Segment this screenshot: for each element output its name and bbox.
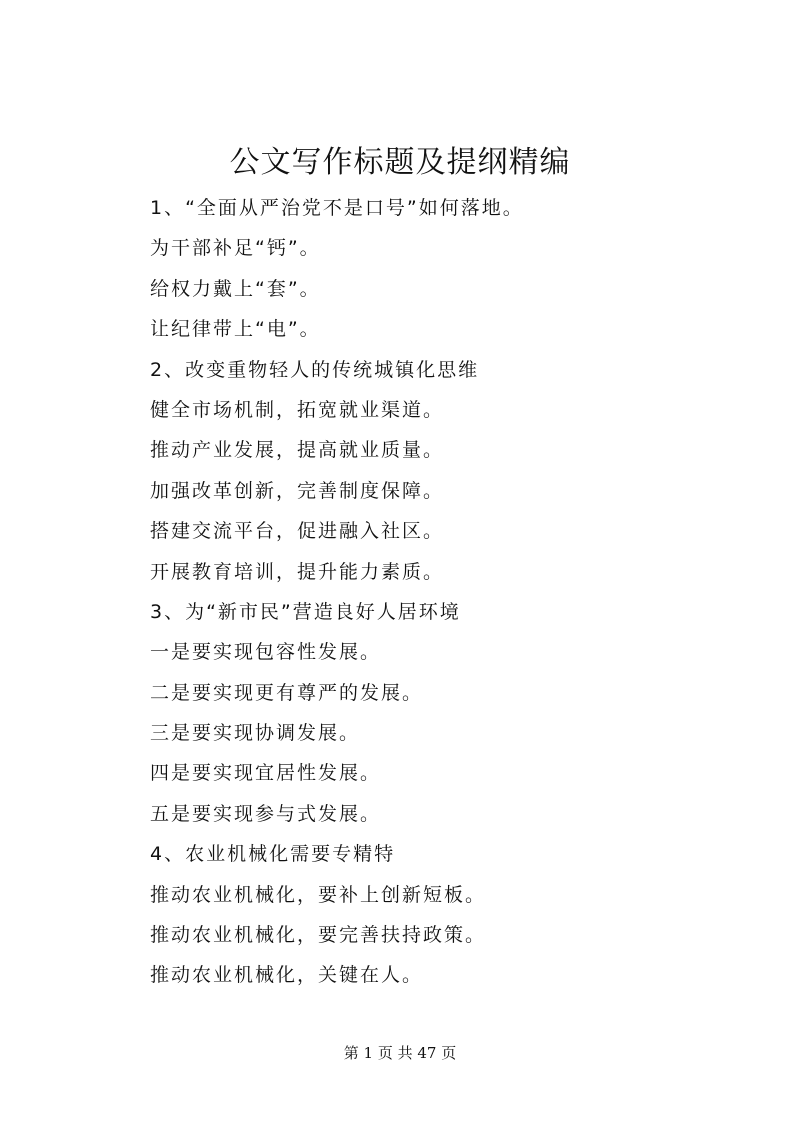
body-line: 搭建交流平台，促进融入社区。 [150, 520, 445, 543]
body-line: 为干部补足“钙”。 [150, 237, 321, 260]
body-line: 加强改革创新，完善制度保障。 [150, 479, 445, 502]
body-line: 一是要实现包容性发展。 [150, 641, 382, 664]
body-line: 给权力戴上“套”。 [150, 277, 321, 300]
body-line: 让纪律带上“电”。 [150, 318, 321, 341]
body-line: 二是要实现更有尊严的发展。 [150, 681, 424, 704]
body-line: 开展教育培训，提升能力素质。 [150, 560, 445, 583]
body-line: 四是要实现宜居性发展。 [150, 762, 382, 785]
body-line: 3、为“新市民”营造良好人居环境 [150, 600, 461, 623]
body-line: 五是要实现参与式发展。 [150, 802, 382, 825]
body-line: 推动产业发展，提高就业质量。 [150, 439, 445, 462]
document-body [150, 188, 710, 996]
body-line: 健全市场机制，拓宽就业渠道。 [150, 398, 445, 421]
body-line: 1、“全面从严治党不是口号”如何落地。 [150, 197, 524, 219]
page-footer: 第 1 页 共 47 页 [343, 1044, 457, 1062]
body-line: 三是要实现协调发展。 [150, 722, 361, 745]
body-line: 2、改变重物轻人的传统城镇化思维 [150, 358, 480, 381]
body-line: 4、农业机械化需要专精特 [150, 843, 396, 866]
document-title: 公文写作标题及提纲精编 [229, 145, 571, 180]
body-line: 推动农业机械化，关键在人。 [150, 964, 424, 987]
body-line: 推动农业机械化，要完善扶持政策。 [150, 924, 487, 947]
body-line: 推动农业机械化，要补上创新短板。 [150, 883, 487, 906]
